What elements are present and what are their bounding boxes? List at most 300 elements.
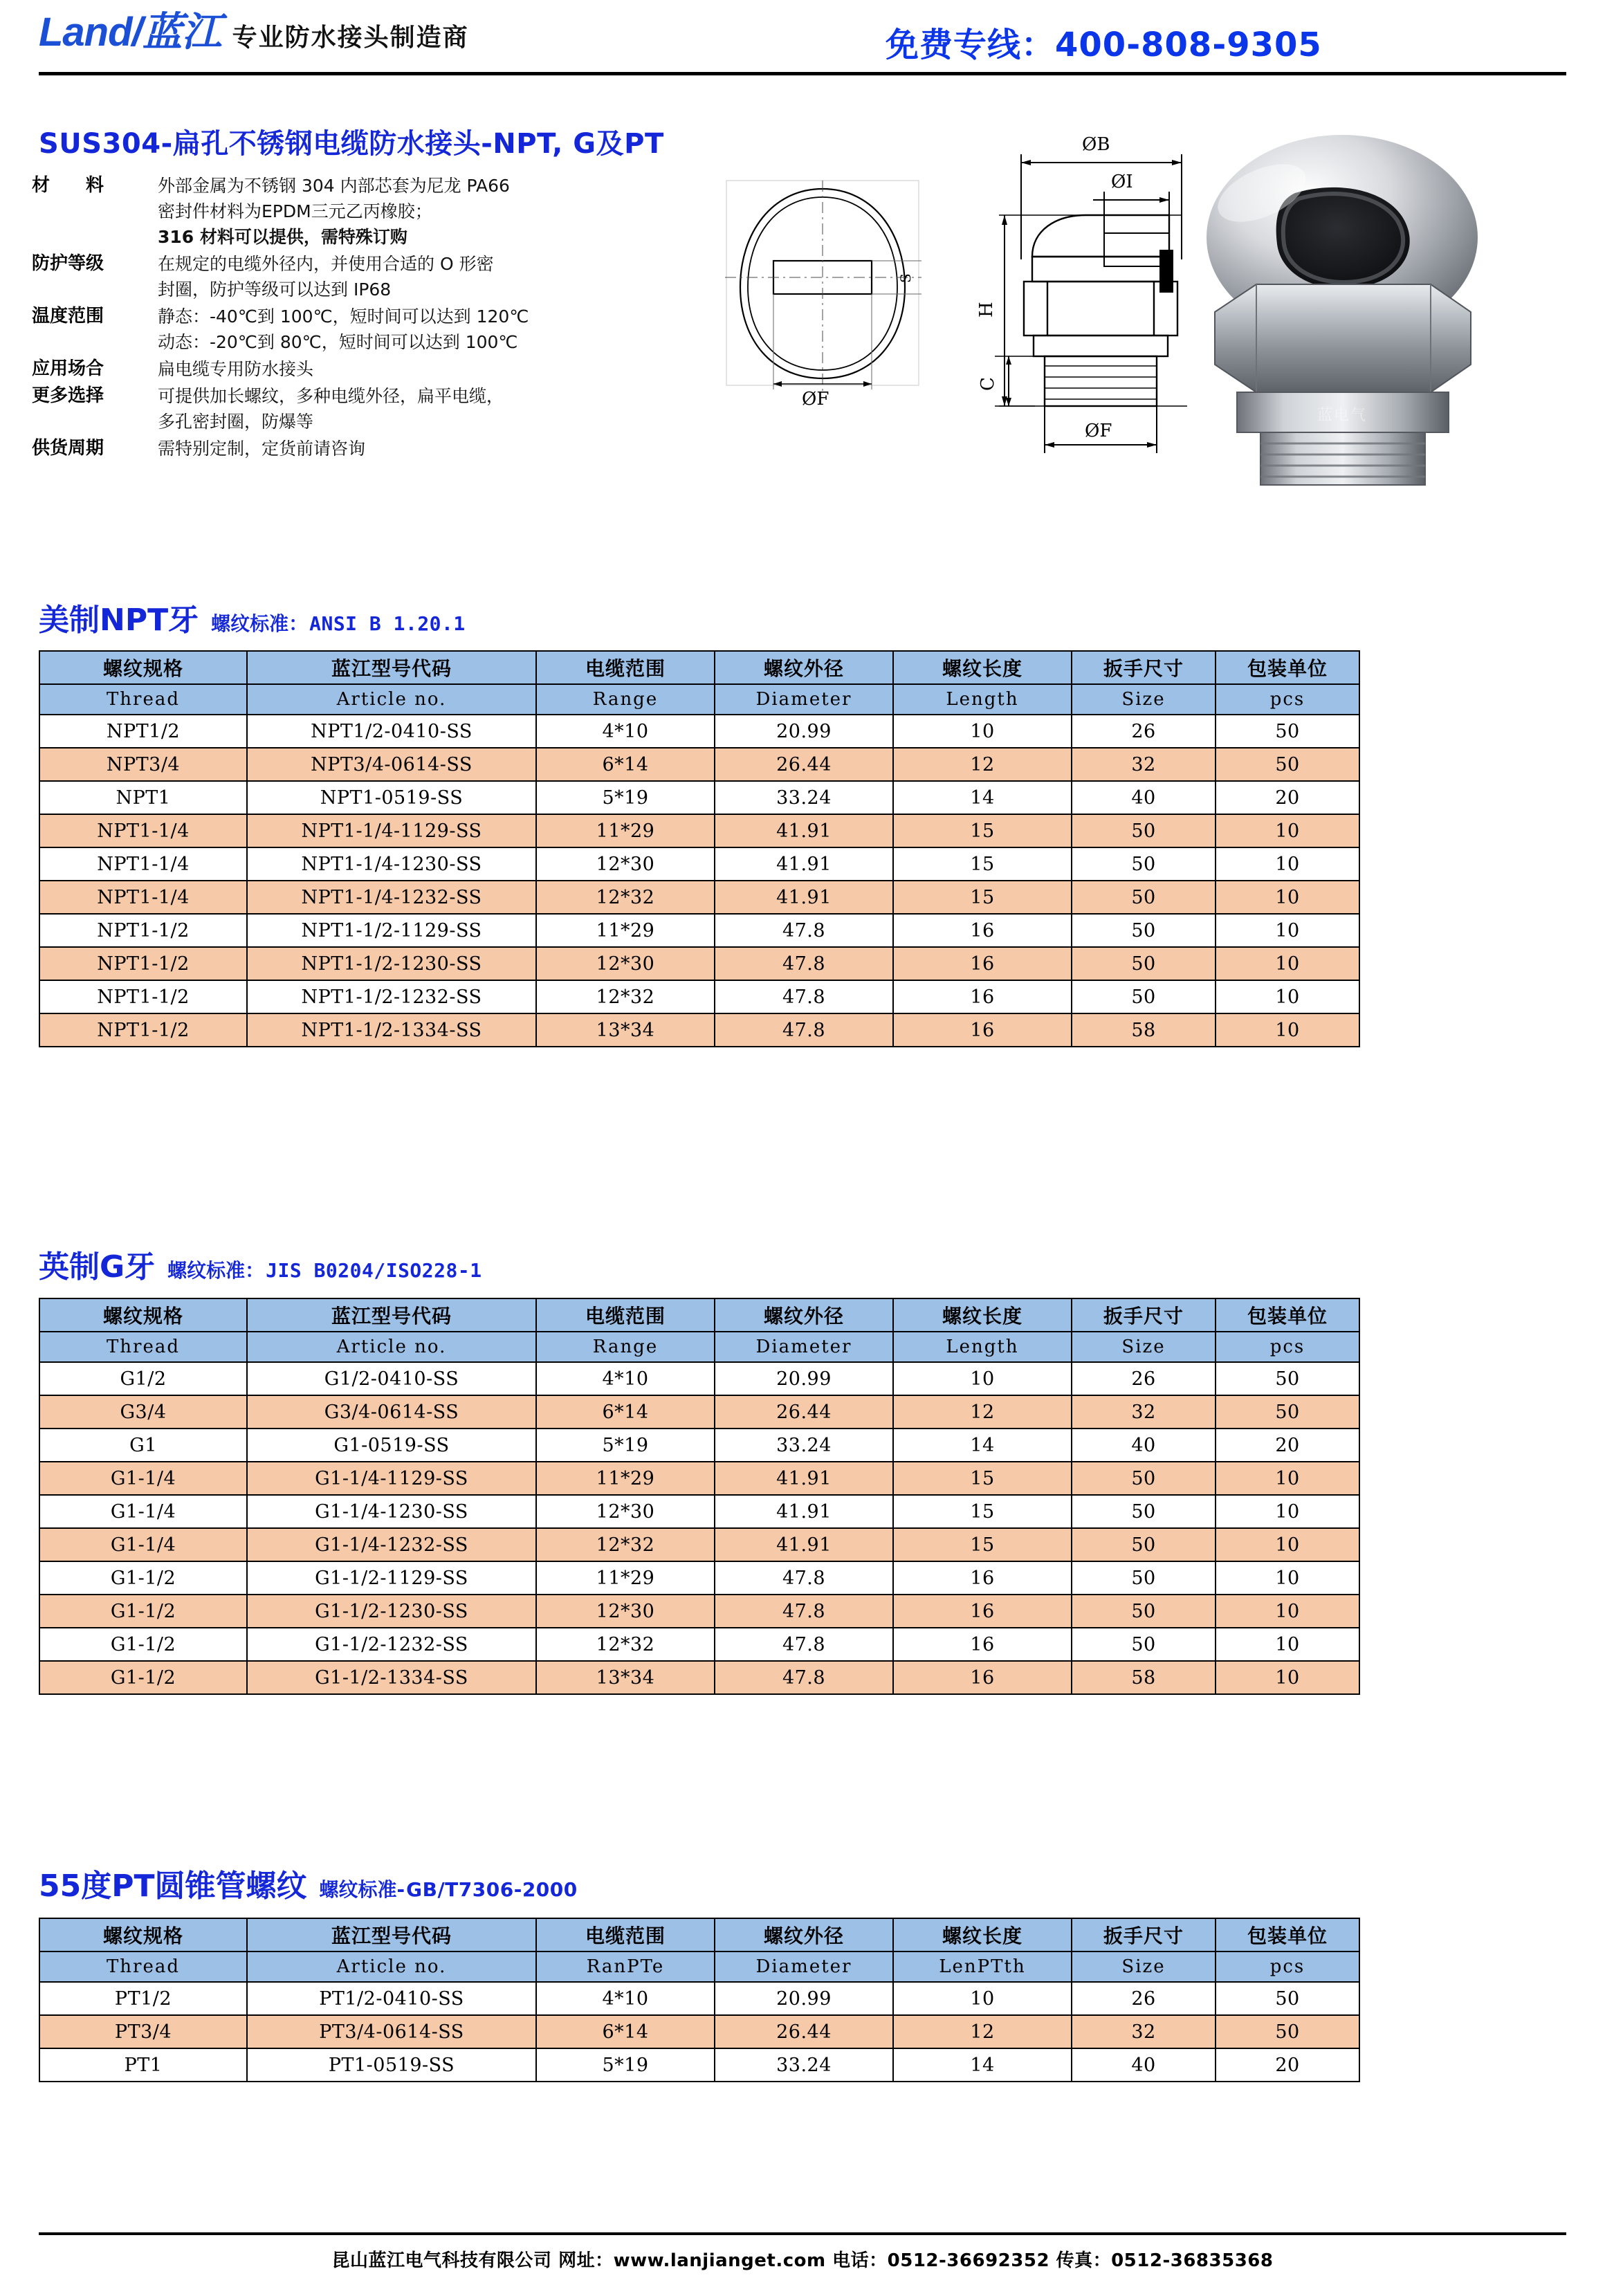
table-cell: NPT3/4-0614-SS bbox=[247, 748, 536, 781]
table-cell: 6*14 bbox=[536, 748, 715, 781]
section-standard-code-npt: ANSI B 1.20.1 bbox=[309, 612, 466, 635]
table-cell: 12*30 bbox=[536, 847, 715, 881]
table-cell: 58 bbox=[1072, 1661, 1216, 1694]
table-cell: 40 bbox=[1072, 781, 1216, 814]
table-cell: 15 bbox=[893, 847, 1072, 881]
hotline-text: 免费专线：400-808-9305 bbox=[886, 26, 1322, 64]
table-cell: 15 bbox=[893, 814, 1072, 847]
table-cell: 50 bbox=[1216, 1362, 1359, 1395]
table-cell: G1-1/4 bbox=[39, 1495, 247, 1528]
table-cell: 32 bbox=[1072, 748, 1216, 781]
spec-line: 需特别定制，定货前请咨询 bbox=[158, 439, 366, 459]
table-cell: 10 bbox=[1216, 1495, 1359, 1528]
table-cell: 47.8 bbox=[715, 1628, 893, 1661]
table-header-cell: Length bbox=[893, 684, 1072, 715]
table-cell: 12 bbox=[893, 748, 1072, 781]
spec-line: 多孔密封圈，防爆等 bbox=[158, 412, 314, 432]
table-header-cell: Size bbox=[1072, 684, 1216, 715]
table-row bbox=[39, 2015, 1359, 2048]
table-cell: 16 bbox=[893, 914, 1072, 947]
table-cell: 50 bbox=[1072, 881, 1216, 914]
spec-row bbox=[32, 383, 717, 434]
pt-specification-table bbox=[39, 1918, 1360, 2082]
table-cell: 47.8 bbox=[715, 914, 893, 947]
table-cell: G1/2 bbox=[39, 1362, 247, 1395]
spec-line: 外部金属为不锈钢 304 内部芯套为尼龙 PA66 bbox=[158, 176, 510, 196]
table-cell: 15 bbox=[893, 881, 1072, 914]
table-cell: NPT1-1/2 bbox=[39, 980, 247, 1013]
table-header-row-en bbox=[39, 1332, 1359, 1362]
dim-label-phiF: ØF bbox=[802, 389, 829, 410]
site-header bbox=[0, 0, 1605, 77]
table-header-cell: Article no. bbox=[247, 1332, 536, 1362]
table-cell: 41.91 bbox=[715, 1528, 893, 1561]
table-cell: NPT1-1/4 bbox=[39, 847, 247, 881]
table-cell: PT3/4 bbox=[39, 2015, 247, 2048]
table-cell: 47.8 bbox=[715, 1661, 893, 1694]
spec-line: 在规定的电缆外径内，并使用合适的 O 形密 bbox=[158, 254, 494, 274]
table-row bbox=[39, 1661, 1359, 1694]
table-cell: NPT1/2-0410-SS bbox=[247, 715, 536, 748]
table-cell: 32 bbox=[1072, 2015, 1216, 2048]
table-cell: 11*29 bbox=[536, 914, 715, 947]
table-header-cell: 包装单位 bbox=[1216, 1298, 1359, 1332]
table-row bbox=[39, 1628, 1359, 1661]
table-row bbox=[39, 1462, 1359, 1495]
section-title-pt: 55度PT圆锥管螺纹 bbox=[39, 1868, 307, 1904]
table-cell: NPT1/2 bbox=[39, 715, 247, 748]
table-header-cell: 扳手尺寸 bbox=[1072, 1298, 1216, 1332]
section-heading-g bbox=[39, 1242, 482, 1286]
header-divider bbox=[39, 72, 1566, 75]
table-cell: G1-1/4-1232-SS bbox=[247, 1528, 536, 1561]
table-header-cell: 螺纹长度 bbox=[893, 1918, 1072, 1951]
photo-watermark: 蓝电气 bbox=[1317, 407, 1368, 424]
table-cell: 10 bbox=[1216, 847, 1359, 881]
table-cell: 10 bbox=[1216, 1013, 1359, 1047]
table-cell: G1/2-0410-SS bbox=[247, 1362, 536, 1395]
table-cell: G1-1/4 bbox=[39, 1528, 247, 1561]
table-cell: 15 bbox=[893, 1528, 1072, 1561]
table-cell: 10 bbox=[1216, 947, 1359, 980]
spec-value bbox=[158, 383, 717, 434]
spec-line: 扁电缆专用防水接头 bbox=[158, 359, 314, 379]
table-cell: 47.8 bbox=[715, 980, 893, 1013]
table-cell: 33.24 bbox=[715, 781, 893, 814]
table-cell: 13*34 bbox=[536, 1661, 715, 1694]
table-cell: G1-1/2 bbox=[39, 1561, 247, 1595]
npt-specification-table bbox=[39, 650, 1360, 1047]
section-standard-label-pt: 螺纹标准- bbox=[319, 1878, 405, 1901]
table-header-cell: 螺纹外径 bbox=[715, 1918, 893, 1951]
spec-line: 封圈，防护等级可以达到 IP68 bbox=[158, 279, 392, 300]
table-cell: G1-1/2-1230-SS bbox=[247, 1595, 536, 1628]
brand-tagline: 专业防水接头制造商 bbox=[232, 24, 469, 52]
product-photo bbox=[1114, 121, 1570, 495]
table-cell: G1-1/2 bbox=[39, 1661, 247, 1694]
section-standard-code-g: JIS B0204/ISO228-1 bbox=[266, 1259, 482, 1282]
table-row bbox=[39, 1395, 1359, 1429]
table-cell: 16 bbox=[893, 980, 1072, 1013]
table-header-cell: 蓝江型号代码 bbox=[247, 1918, 536, 1951]
table-cell: 50 bbox=[1072, 1528, 1216, 1561]
table-cell: G1-1/4 bbox=[39, 1462, 247, 1495]
dim-label-phiB: ØB bbox=[1082, 134, 1110, 155]
table-cell: 20.99 bbox=[715, 1362, 893, 1395]
table-cell: 33.24 bbox=[715, 1429, 893, 1462]
spec-line: 密封件材料为EPDM三元乙丙橡胶； bbox=[158, 201, 432, 221]
table-cell: 26.44 bbox=[715, 748, 893, 781]
spec-row bbox=[32, 356, 717, 382]
table-cell: 6*14 bbox=[536, 1395, 715, 1429]
table-header-cell: Thread bbox=[39, 684, 247, 715]
table-cell: 50 bbox=[1072, 1595, 1216, 1628]
table-cell: NPT1-1/2 bbox=[39, 947, 247, 980]
table-cell: 50 bbox=[1072, 1495, 1216, 1528]
g-specification-table bbox=[39, 1298, 1360, 1695]
table-cell: 40 bbox=[1072, 1429, 1216, 1462]
table-row bbox=[39, 847, 1359, 881]
table-header-cell: Article no. bbox=[247, 1951, 536, 1982]
spec-label: 防护等级 bbox=[32, 253, 104, 274]
spec-row bbox=[32, 304, 717, 355]
table-header-cell: 螺纹外径 bbox=[715, 651, 893, 684]
table-cell: 12*32 bbox=[536, 1628, 715, 1661]
table-header-cell: 蓝江型号代码 bbox=[247, 651, 536, 684]
table-header-cell: pcs bbox=[1216, 1332, 1359, 1362]
table-row bbox=[39, 781, 1359, 814]
table-cell: 10 bbox=[1216, 1528, 1359, 1561]
table-cell: 50 bbox=[1072, 914, 1216, 947]
section-standard-label-npt: 螺纹标准： bbox=[211, 612, 309, 635]
table-cell: 12*30 bbox=[536, 1495, 715, 1528]
table-cell: 14 bbox=[893, 1429, 1072, 1462]
table-row bbox=[39, 1495, 1359, 1528]
dim-label-phiI: ØI bbox=[1111, 172, 1133, 192]
table-row bbox=[39, 1561, 1359, 1595]
table-header-cell: Diameter bbox=[715, 1951, 893, 1982]
table-header-row-en bbox=[39, 684, 1359, 715]
table-cell: 10 bbox=[1216, 1595, 1359, 1628]
table-cell: 50 bbox=[1216, 1395, 1359, 1429]
table-cell: 6*14 bbox=[536, 2015, 715, 2048]
table-cell: NPT1-1/2 bbox=[39, 1013, 247, 1047]
page-title: SUS304-扁孔不锈钢电缆防水接头-NPT, G及PT bbox=[39, 128, 664, 160]
table-cell: 16 bbox=[893, 1661, 1072, 1694]
table-cell: 20.99 bbox=[715, 715, 893, 748]
table-header-cell: Size bbox=[1072, 1951, 1216, 1982]
spec-line: 静态：-40℃到 100℃，短时间可以达到 120℃ bbox=[158, 306, 529, 327]
table-cell: G1-1/2-1334-SS bbox=[247, 1661, 536, 1694]
table-header-row-cn bbox=[39, 651, 1359, 684]
table-cell: 50 bbox=[1216, 1982, 1359, 2015]
table-cell: 13*34 bbox=[536, 1013, 715, 1047]
table-cell: 26 bbox=[1072, 1362, 1216, 1395]
table-header-cell: 电缆范围 bbox=[536, 1298, 715, 1332]
table-cell: G1-0519-SS bbox=[247, 1429, 536, 1462]
table-cell: PT1/2 bbox=[39, 1982, 247, 2015]
table-header-cell: 螺纹规格 bbox=[39, 1918, 247, 1951]
table-cell: 16 bbox=[893, 1561, 1072, 1595]
table-cell: 4*10 bbox=[536, 715, 715, 748]
spec-line: 动态：-20℃到 80℃，短时间可以达到 100℃ bbox=[158, 332, 518, 352]
table-cell: 20 bbox=[1216, 781, 1359, 814]
dim-label-phiF-side: ØF bbox=[1085, 421, 1112, 441]
spec-value bbox=[158, 356, 717, 382]
table-cell: G1-1/4-1129-SS bbox=[247, 1462, 536, 1495]
table-cell: 14 bbox=[893, 781, 1072, 814]
table-header-cell: Range bbox=[536, 684, 715, 715]
table-cell: 10 bbox=[893, 1362, 1072, 1395]
table-cell: 10 bbox=[1216, 980, 1359, 1013]
table-cell: 20 bbox=[1216, 2048, 1359, 2082]
g-table-body bbox=[39, 1298, 1359, 1694]
table-cell: 40 bbox=[1072, 2048, 1216, 2082]
table-cell: 41.91 bbox=[715, 1495, 893, 1528]
spec-value bbox=[158, 173, 717, 250]
table-header-cell: 螺纹长度 bbox=[893, 651, 1072, 684]
table-cell: 50 bbox=[1072, 847, 1216, 881]
dim-label-H: H bbox=[976, 302, 997, 318]
table-header-cell: 扳手尺寸 bbox=[1072, 1918, 1216, 1951]
table-cell: 58 bbox=[1072, 1013, 1216, 1047]
table-row bbox=[39, 2048, 1359, 2082]
table-cell: 47.8 bbox=[715, 1595, 893, 1628]
table-cell: G3/4-0614-SS bbox=[247, 1395, 536, 1429]
table-cell: 41.91 bbox=[715, 814, 893, 847]
table-header-cell: 螺纹外径 bbox=[715, 1298, 893, 1332]
table-header-cell: 电缆范围 bbox=[536, 1918, 715, 1951]
table-row bbox=[39, 814, 1359, 847]
table-cell: 12 bbox=[893, 1395, 1072, 1429]
spec-line: 316 材料可以提供，需特殊订购 bbox=[158, 227, 407, 247]
table-cell: NPT1-0519-SS bbox=[247, 781, 536, 814]
table-cell: 50 bbox=[1072, 1462, 1216, 1495]
table-cell: G3/4 bbox=[39, 1395, 247, 1429]
table-cell: 12*30 bbox=[536, 1595, 715, 1628]
table-cell: 50 bbox=[1216, 715, 1359, 748]
spec-label: 材 料 bbox=[32, 175, 104, 196]
table-cell: G1 bbox=[39, 1429, 247, 1462]
table-header-cell: Article no. bbox=[247, 684, 536, 715]
brand-logo-text: Land/蓝江 bbox=[39, 10, 221, 55]
table-cell: 12 bbox=[893, 2015, 1072, 2048]
table-header-cell: 螺纹规格 bbox=[39, 1298, 247, 1332]
table-cell: PT3/4-0614-SS bbox=[247, 2015, 536, 2048]
table-cell: 10 bbox=[1216, 881, 1359, 914]
product-photo-svg bbox=[1114, 121, 1570, 495]
table-cell: 10 bbox=[1216, 914, 1359, 947]
table-cell: 16 bbox=[893, 1628, 1072, 1661]
table-cell: 41.91 bbox=[715, 847, 893, 881]
table-row bbox=[39, 1013, 1359, 1047]
table-cell: NPT1-1/4-1230-SS bbox=[247, 847, 536, 881]
spec-label: 供货周期 bbox=[32, 438, 104, 459]
spec-list bbox=[32, 173, 717, 463]
footer-divider bbox=[39, 2232, 1566, 2235]
table-cell: 12*32 bbox=[536, 1528, 715, 1561]
table-cell: PT1-0519-SS bbox=[247, 2048, 536, 2082]
spec-row bbox=[32, 436, 717, 461]
table-row bbox=[39, 980, 1359, 1013]
table-header-cell: Thread bbox=[39, 1332, 247, 1362]
spec-line: 可提供加长螺纹，多种电缆外径，扁平电缆， bbox=[158, 386, 504, 406]
table-cell: 16 bbox=[893, 1595, 1072, 1628]
table-cell: 11*29 bbox=[536, 814, 715, 847]
table-cell: 15 bbox=[893, 1495, 1072, 1528]
table-cell: G1-1/4-1230-SS bbox=[247, 1495, 536, 1528]
table-cell: 10 bbox=[1216, 814, 1359, 847]
table-cell: 16 bbox=[893, 1013, 1072, 1047]
table-header-cell: 螺纹长度 bbox=[893, 1298, 1072, 1332]
table-cell: G1-1/2-1232-SS bbox=[247, 1628, 536, 1661]
npt-table-body bbox=[39, 651, 1359, 1047]
table-cell: 15 bbox=[893, 1462, 1072, 1495]
table-header-cell: 包装单位 bbox=[1216, 1918, 1359, 1951]
table-cell: NPT1-1/4 bbox=[39, 881, 247, 914]
table-cell: 16 bbox=[893, 947, 1072, 980]
table-cell: NPT1-1/2-1129-SS bbox=[247, 914, 536, 947]
table-cell: 11*29 bbox=[536, 1561, 715, 1595]
table-cell: 20 bbox=[1216, 1429, 1359, 1462]
table-cell: G1-1/2 bbox=[39, 1595, 247, 1628]
spec-label: 应用场合 bbox=[32, 358, 104, 379]
footer-company-info: 昆山蓝江电气科技有限公司 网址：www.lanjianget.com 电话：0512-36692352 传真：0512-36835368 bbox=[331, 2250, 1274, 2271]
table-header-cell: 螺纹规格 bbox=[39, 651, 247, 684]
spec-value bbox=[158, 304, 717, 355]
table-cell: 50 bbox=[1216, 2015, 1359, 2048]
table-cell: G1-1/2 bbox=[39, 1628, 247, 1661]
table-row bbox=[39, 1362, 1359, 1395]
section-title-g: 英制G牙 bbox=[39, 1249, 156, 1285]
dim-label-C: C bbox=[978, 377, 998, 391]
dim-label-S: S bbox=[897, 273, 914, 283]
table-cell: NPT1-1/2-1232-SS bbox=[247, 980, 536, 1013]
section-standard-code-pt: GB/T7306-2000 bbox=[406, 1878, 578, 1901]
table-cell: 12*32 bbox=[536, 881, 715, 914]
table-cell: 26.44 bbox=[715, 2015, 893, 2048]
table-row bbox=[39, 748, 1359, 781]
table-cell: NPT1-1/4-1232-SS bbox=[247, 881, 536, 914]
table-header-cell: Diameter bbox=[715, 1332, 893, 1362]
table-cell: 50 bbox=[1072, 947, 1216, 980]
table-header-cell: Size bbox=[1072, 1332, 1216, 1362]
table-cell: NPT3/4 bbox=[39, 748, 247, 781]
table-cell: 50 bbox=[1216, 748, 1359, 781]
table-cell: 26.44 bbox=[715, 1395, 893, 1429]
table-cell: PT1/2-0410-SS bbox=[247, 1982, 536, 2015]
table-cell: NPT1 bbox=[39, 781, 247, 814]
spec-row bbox=[32, 251, 717, 302]
table-header-cell: Length bbox=[893, 1332, 1072, 1362]
table-cell: 10 bbox=[1216, 1661, 1359, 1694]
table-cell: NPT1-1/4-1129-SS bbox=[247, 814, 536, 847]
spec-value bbox=[158, 251, 717, 302]
spec-value bbox=[158, 436, 717, 461]
table-row bbox=[39, 1982, 1359, 2015]
table-cell: 33.24 bbox=[715, 2048, 893, 2082]
table-cell: PT1 bbox=[39, 2048, 247, 2082]
table-cell: 41.91 bbox=[715, 1462, 893, 1495]
table-cell: 12*32 bbox=[536, 980, 715, 1013]
table-row bbox=[39, 947, 1359, 980]
table-row bbox=[39, 715, 1359, 748]
table-header-row-cn bbox=[39, 1918, 1359, 1951]
section-heading-pt bbox=[39, 1861, 578, 1905]
spec-label: 更多选择 bbox=[32, 385, 104, 406]
table-cell: 10 bbox=[1216, 1628, 1359, 1661]
table-cell: 20.99 bbox=[715, 1982, 893, 2015]
table-header-cell: Diameter bbox=[715, 684, 893, 715]
table-row bbox=[39, 1429, 1359, 1462]
table-header-row-cn bbox=[39, 1298, 1359, 1332]
table-cell: 4*10 bbox=[536, 1982, 715, 2015]
table-row bbox=[39, 881, 1359, 914]
table-header-row-en bbox=[39, 1951, 1359, 1982]
table-cell: 47.8 bbox=[715, 1013, 893, 1047]
section-heading-npt bbox=[39, 595, 466, 639]
table-cell: 32 bbox=[1072, 1395, 1216, 1429]
table-row bbox=[39, 1528, 1359, 1561]
table-cell: 10 bbox=[1216, 1561, 1359, 1595]
table-cell: G1-1/2-1129-SS bbox=[247, 1561, 536, 1595]
table-cell: 10 bbox=[1216, 1462, 1359, 1495]
table-header-cell: pcs bbox=[1216, 684, 1359, 715]
table-header-cell: 包装单位 bbox=[1216, 651, 1359, 684]
table-cell: NPT1-1/2-1230-SS bbox=[247, 947, 536, 980]
table-cell: 10 bbox=[893, 1982, 1072, 2015]
table-cell: 50 bbox=[1072, 1628, 1216, 1661]
table-cell: NPT1-1/4 bbox=[39, 814, 247, 847]
spec-row bbox=[32, 173, 717, 250]
table-cell: 14 bbox=[893, 2048, 1072, 2082]
table-header-cell: pcs bbox=[1216, 1951, 1359, 1982]
table-cell: NPT1-1/2-1334-SS bbox=[247, 1013, 536, 1047]
table-cell: 47.8 bbox=[715, 1561, 893, 1595]
brand-row bbox=[39, 0, 1566, 69]
table-cell: 11*29 bbox=[536, 1462, 715, 1495]
pt-table-body bbox=[39, 1918, 1359, 2082]
table-cell: 12*30 bbox=[536, 947, 715, 980]
table-cell: 5*19 bbox=[536, 2048, 715, 2082]
site-footer bbox=[0, 2227, 1605, 2296]
table-cell: 5*19 bbox=[536, 1429, 715, 1462]
spec-label: 温度范围 bbox=[32, 306, 104, 327]
table-cell: 50 bbox=[1072, 814, 1216, 847]
table-cell: 41.91 bbox=[715, 881, 893, 914]
table-header-cell: Range bbox=[536, 1332, 715, 1362]
table-cell: 5*19 bbox=[536, 781, 715, 814]
table-header-cell: 电缆范围 bbox=[536, 651, 715, 684]
table-header-cell: RanPTe bbox=[536, 1951, 715, 1982]
table-cell: NPT1-1/2 bbox=[39, 914, 247, 947]
section-standard-label-g: 螺纹标准： bbox=[167, 1259, 265, 1282]
table-cell: 4*10 bbox=[536, 1362, 715, 1395]
table-row bbox=[39, 1595, 1359, 1628]
table-header-cell: LenPTth bbox=[893, 1951, 1072, 1982]
table-cell: 26 bbox=[1072, 1982, 1216, 2015]
table-cell: 50 bbox=[1072, 980, 1216, 1013]
table-row bbox=[39, 914, 1359, 947]
table-cell: 50 bbox=[1072, 1561, 1216, 1595]
table-cell: 26 bbox=[1072, 715, 1216, 748]
table-cell: 10 bbox=[893, 715, 1072, 748]
table-header-cell: 扳手尺寸 bbox=[1072, 651, 1216, 684]
table-header-cell: 蓝江型号代码 bbox=[247, 1298, 536, 1332]
table-cell: 47.8 bbox=[715, 947, 893, 980]
table-header-cell: Thread bbox=[39, 1951, 247, 1982]
section-title-npt: 美制NPT牙 bbox=[39, 603, 199, 638]
